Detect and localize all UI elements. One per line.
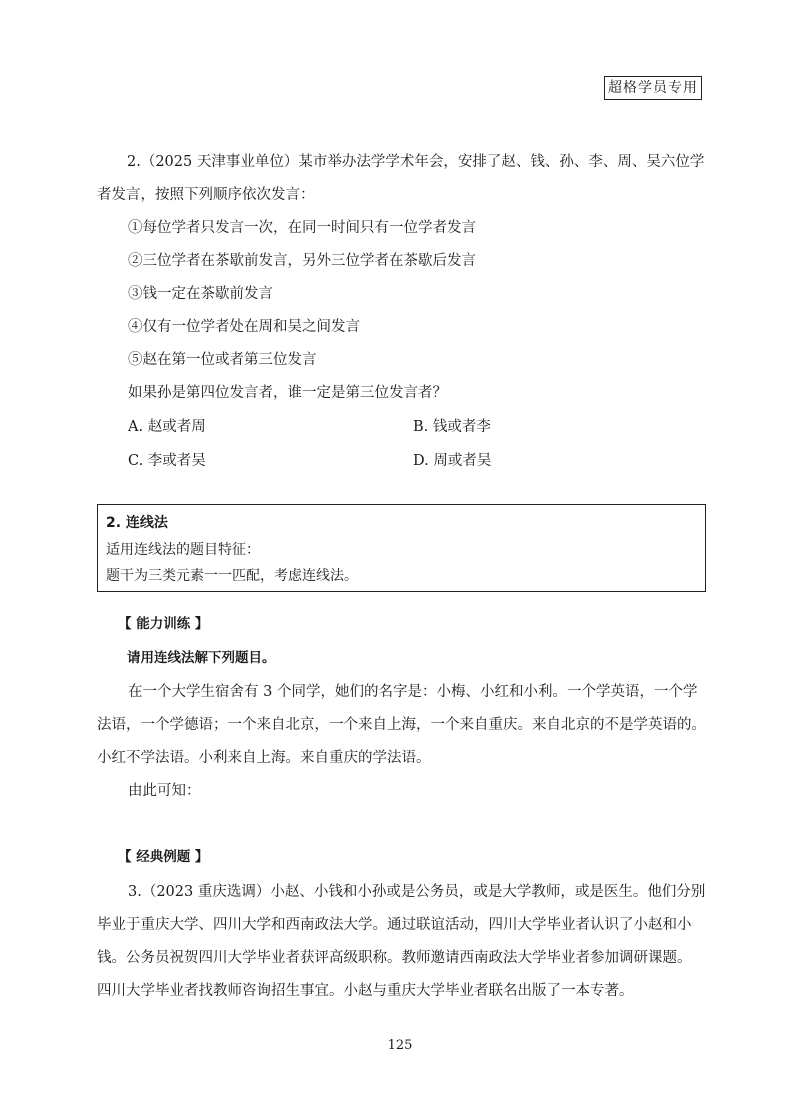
classic-line2: 毕业于重庆大学、四川大学和西南政法大学。通过联谊活动，四川大学毕业者认识了小赵和小 (97, 917, 692, 933)
q2-question: 如果孙是第四位发言者，谁一定是第三位发言者？ (128, 385, 447, 401)
training-conclusion: 由此可知： (128, 783, 201, 799)
q2-stem-line2: 者发言，按照下列顺序依次发言： (97, 187, 315, 203)
member-only-badge: 超格学员专用 (604, 76, 702, 100)
q2-condition-5: ⑤赵在第一位或者第三位发言 (128, 352, 317, 368)
q2-option-a: A. 赵或者周 (128, 419, 206, 435)
classic-heading: 【 经典例题 】 (118, 849, 209, 865)
method-box-line2: 题干为三类元素一一匹配，考虑连线法。 (106, 568, 358, 584)
q2-condition-2: ②三位学者在茶歇前发言，另外三位学者在茶歇后发言 (128, 253, 476, 269)
method-box-title: 2. 连线法 (106, 515, 168, 531)
classic-line1: 3.（2023 重庆选调）小赵、小钱和小孙或是公务员，或是大学教师，或是医生。他们分别 (128, 884, 706, 900)
training-para-line2: 法语，一个学德语；一个来自北京，一个来自上海，一个来自重庆。来自北京的不是学英语的。 (97, 717, 706, 733)
training-instruction: 请用连线法解下列题目。 (127, 650, 276, 666)
classic-line3: 钱。公务员祝贺四川大学毕业者获评高级职称。教师邀请西南政法大学毕业者参加调研课题。 (97, 950, 692, 966)
page-number: 125 (387, 1038, 413, 1053)
method-box (97, 504, 706, 592)
training-heading: 【 能力训练 】 (118, 616, 209, 632)
q2-condition-3: ③钱一定在茶歇前发言 (128, 286, 273, 302)
q2-option-c: C. 李或者吴 (128, 453, 206, 469)
q2-option-d: D. 周或者吴 (413, 453, 492, 469)
q2-stem-line1: 2.（2025 天津事业单位）某市举办法学学术年会，安排了赵、钱、孙、李、周、吴六位学 (127, 154, 705, 170)
classic-line4: 四川大学毕业者找教师咨询招生事宜。小赵与重庆大学毕业者联名出版了一本专著。 (97, 983, 634, 999)
q2-condition-1: ①每位学者只发言一次，在同一时间只有一位学者发言 (128, 220, 476, 236)
q2-option-b: B. 钱或者李 (413, 419, 491, 435)
method-box-line1: 适用连线法的题目特征： (106, 542, 260, 558)
training-para-line3: 小红不学法语。小利来自上海。来自重庆的学法语。 (97, 750, 431, 766)
q2-condition-4: ④仅有一位学者处在周和吴之间发言 (128, 319, 360, 335)
training-para-line1: 在一个大学生宿舍有 3 个同学，她们的名字是：小梅、小红和小利。一个学英语，一个学 (128, 684, 698, 700)
